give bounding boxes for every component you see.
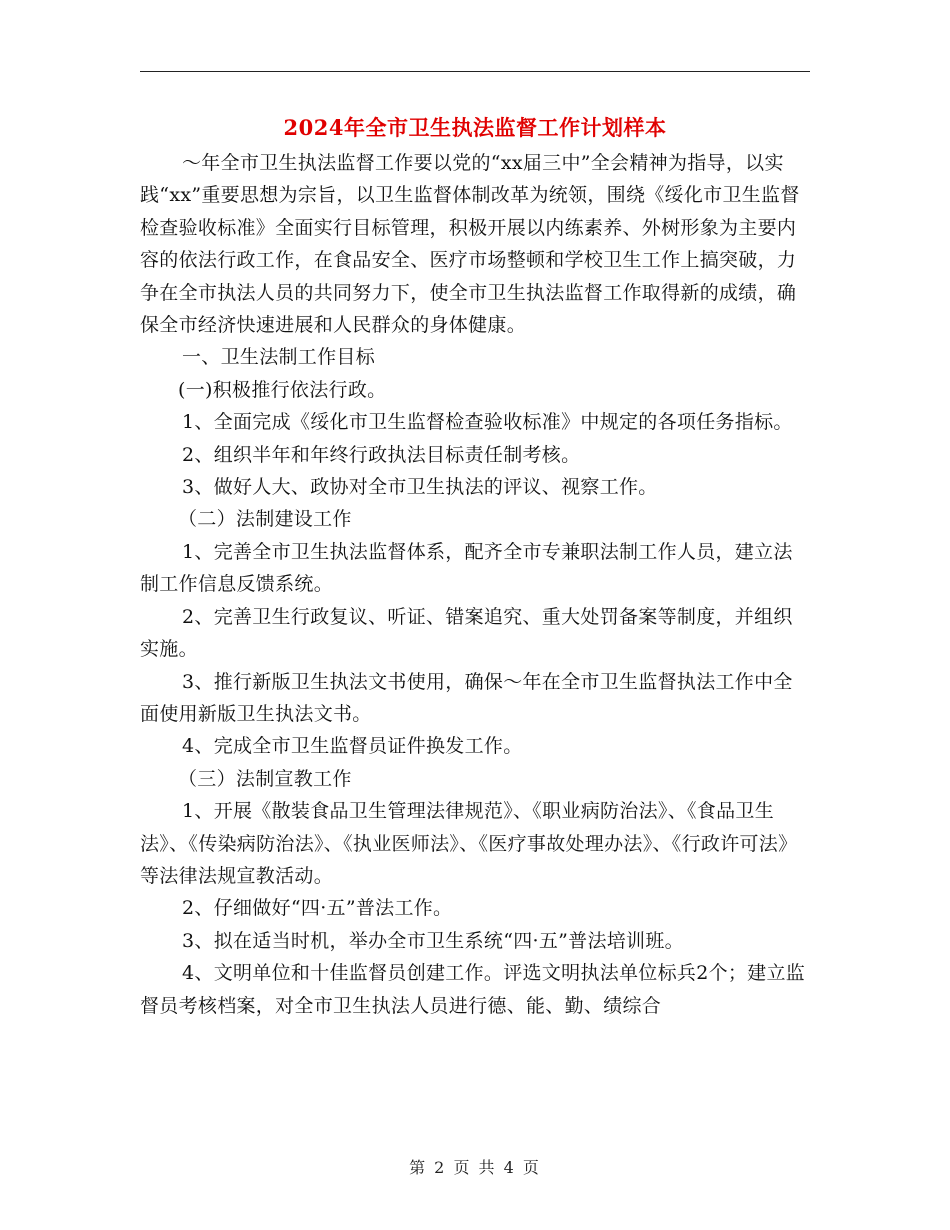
list-item: 2、仔细做好“四·五”普法工作。 (182, 897, 453, 920)
list-item: 2、组织半年和年终行政执法目标责任制考核。 (182, 443, 581, 466)
list-item: 3、拟在适当时机，举办全市卫生系统“四·五”普法培训班。 (182, 929, 684, 952)
document-title: 2024年全市卫生执法监督工作计划样本 (283, 115, 667, 140)
page-number: 第 2 页 共 4 页 (409, 1158, 541, 1177)
subsection-heading-2: （二）法制建设工作 (178, 508, 352, 531)
document-body (140, 147, 810, 1022)
subsection-heading-3: （三）法制宣教工作 (178, 767, 352, 790)
header-rule (140, 71, 810, 72)
intro-paragraph: ～年全市卫生执法监督工作要以党的“xx届三中”全会精神为指导，以实践“xx”重要思想为宗旨，以卫生监督体制改革为统领，围绕《绥化市卫生监督检查验收标准》全面实行目标管理，积极开展以内练素养、外树形象为主要内容的依法行政工作，在食品安全、医疗市场整顿和学校卫生工作上搞突破，力争在全市执法人员的共同努力下，使全市卫生执法监督工作取得新的成绩，确保全市经济快速进展和人民群众的身体健康。 (140, 152, 800, 337)
list-item: 1、开展《散装食品卫生管理法律规范》、《职业病防治法》、《食品卫生法》、《传染病防治法》、《执业医师法》、《医疗事故处理办法》、《行政许可法》等法律法规宣教活动。 (140, 800, 798, 887)
list-item: 4、完成全市卫生监督员证件换发工作。 (182, 735, 523, 758)
list-item: 3、做好人大、政协对全市卫生执法的评议、视察工作。 (182, 476, 658, 499)
list-item: 2、完善卫生行政复议、听证、错案追究、重大处罚备案等制度，并组织实施。 (140, 605, 793, 661)
subsection-heading-1: (一)积极推行依法行政。 (178, 378, 387, 401)
list-item: 1、完善全市卫生执法监督体系，配齐全市专兼职法制工作人员，建立法制工作信息反馈系统。 (140, 540, 793, 596)
list-item: 1、全面完成《绥化市卫生监督检查验收标准》中规定的各项任务指标。 (182, 411, 793, 434)
list-item: 4、文明单位和十佳监督员创建工作。评选文明执法单位标兵2个；建立监督员考核档案，对全市卫生执法人员进行德、能、勤、绩综合 (140, 962, 806, 1017)
list-item: 3、推行新版卫生执法文书使用，确保～年在全市卫生监督执法工作中全面使用新版卫生执法文书。 (140, 670, 793, 725)
section-heading-1: 一、卫生法制工作目标 (182, 346, 376, 369)
